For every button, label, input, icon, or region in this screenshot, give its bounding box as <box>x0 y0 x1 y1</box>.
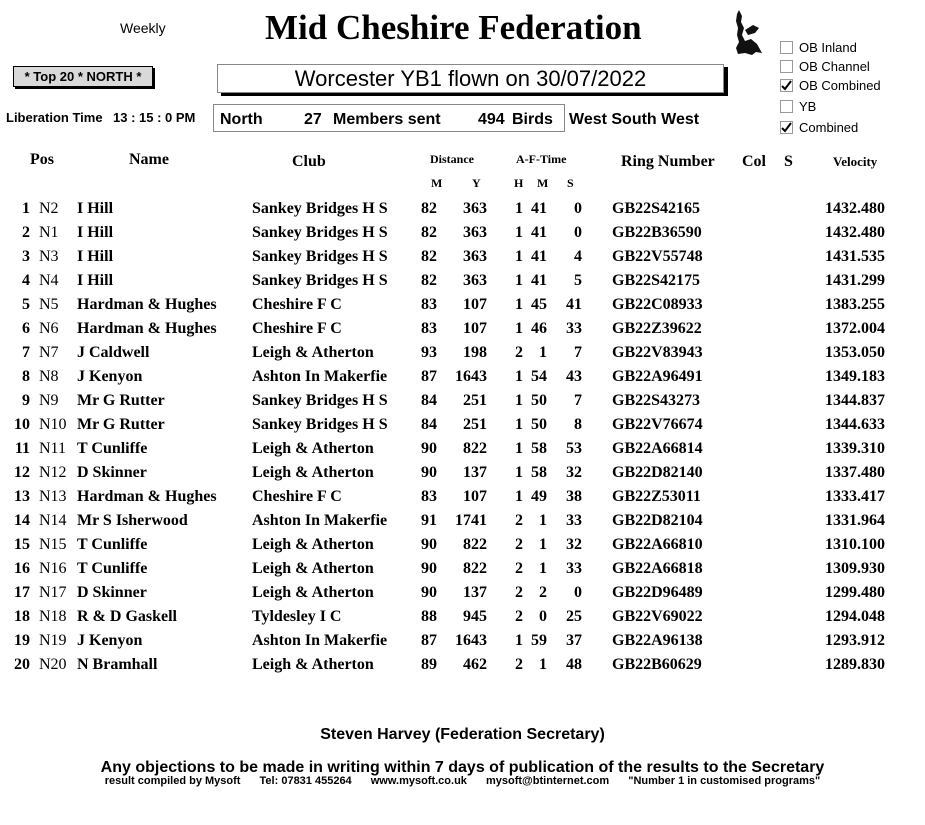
row-club: Cheshire F C <box>252 320 342 337</box>
row-velocity: 1383.255 <box>825 296 885 313</box>
row-time-minutes: 0 <box>539 608 547 625</box>
row-velocity: 1339.310 <box>825 440 885 457</box>
row-ring-number: GB22A66814 <box>612 440 703 457</box>
checkbox[interactable] <box>780 41 793 54</box>
row-distance-yards: 198 <box>463 344 487 361</box>
row-distance-yards: 462 <box>463 656 487 673</box>
table-row <box>0 464 925 488</box>
row-time-seconds: 4 <box>574 248 582 265</box>
option-combined[interactable] <box>780 120 858 135</box>
row-time-minutes: 41 <box>531 248 547 265</box>
row-time-hours: 1 <box>515 416 523 433</box>
top20-badge: * Top 20 * NORTH * <box>13 66 153 87</box>
row-ring-number: GB22A66818 <box>612 560 703 577</box>
row-name: Hardman & Hughes <box>77 320 217 337</box>
option-ob-channel[interactable] <box>780 59 870 74</box>
members-count: 27 <box>304 111 322 128</box>
row-time-seconds: 7 <box>574 344 582 361</box>
row-distance-miles: 91 <box>421 512 437 529</box>
row-time-minutes: 1 <box>539 512 547 529</box>
row-velocity: 1289.830 <box>825 656 885 673</box>
row-velocity: 1337.480 <box>825 464 885 481</box>
row-time-minutes: 2 <box>539 584 547 601</box>
row-distance-yards: 363 <box>463 272 487 289</box>
table-row <box>0 512 925 536</box>
pigeon-logo-icon <box>733 8 763 56</box>
row-club: Ashton In Makerfie <box>252 632 388 649</box>
row-position: 13 <box>14 488 30 505</box>
liberation-label: Liberation Time <box>6 110 103 125</box>
row-name: J Kenyon <box>77 368 143 385</box>
header-name: Name <box>129 151 169 168</box>
row-time-seconds: 8 <box>574 416 582 433</box>
row-code: N9 <box>39 392 59 409</box>
row-club: Leigh & Atherton <box>252 536 374 553</box>
table-row <box>0 488 925 512</box>
row-code: N5 <box>39 296 59 313</box>
telephone: Tel: 07831 455264 <box>259 775 352 787</box>
row-velocity: 1372.004 <box>825 320 885 337</box>
row-velocity: 1432.480 <box>825 224 885 241</box>
row-ring-number: GB22D96489 <box>612 584 703 601</box>
row-time-seconds: 5 <box>574 272 582 289</box>
row-time-hours: 1 <box>515 632 523 649</box>
row-time-seconds: 0 <box>574 584 582 601</box>
table-row <box>0 416 925 440</box>
row-time-hours: 2 <box>515 344 523 361</box>
row-club: Sankey Bridges H S <box>252 248 388 265</box>
row-code: N12 <box>39 464 67 481</box>
row-time-seconds: 48 <box>566 656 582 673</box>
row-ring-number: GB22V55748 <box>612 248 703 265</box>
header-seconds: S <box>567 176 574 190</box>
row-name: N Bramhall <box>77 656 158 673</box>
row-code: N20 <box>39 656 67 673</box>
row-position: 10 <box>14 416 30 433</box>
row-distance-miles: 90 <box>421 464 437 481</box>
row-time-minutes: 50 <box>531 416 547 433</box>
row-code: N15 <box>39 536 67 553</box>
table-row <box>0 536 925 560</box>
footer-credits <box>0 775 925 787</box>
row-time-hours: 1 <box>515 200 523 217</box>
row-time-seconds: 0 <box>574 224 582 241</box>
row-club: Sankey Bridges H S <box>252 224 388 241</box>
row-name: R & D Gaskell <box>77 608 177 625</box>
row-name: T Cunliffe <box>77 440 148 457</box>
row-time-minutes: 41 <box>531 200 547 217</box>
header-velocity: Velocity <box>833 154 878 169</box>
row-distance-miles: 84 <box>421 416 437 433</box>
header-ring: Ring Number <box>621 153 715 170</box>
row-time-seconds: 25 <box>566 608 582 625</box>
row-time-minutes: 1 <box>539 536 547 553</box>
row-name: Mr S Isherwood <box>77 512 188 529</box>
option-label: OB Channel <box>799 59 870 74</box>
row-code: N10 <box>39 416 67 433</box>
row-time-minutes: 54 <box>531 368 547 385</box>
table-row <box>0 656 925 680</box>
row-distance-miles: 87 <box>421 632 437 649</box>
row-time-minutes: 46 <box>531 320 547 337</box>
row-velocity: 1431.299 <box>825 272 885 289</box>
table-row <box>0 248 925 272</box>
row-time-minutes: 45 <box>531 296 547 313</box>
row-code: N16 <box>39 560 67 577</box>
row-club: Sankey Bridges H S <box>252 272 388 289</box>
table-row <box>0 200 925 224</box>
row-time-minutes: 58 <box>531 464 547 481</box>
row-time-minutes: 1 <box>539 656 547 673</box>
row-name: D Skinner <box>77 584 147 601</box>
table-row <box>0 392 925 416</box>
row-time-hours: 1 <box>515 392 523 409</box>
table-row <box>0 560 925 584</box>
row-time-seconds: 32 <box>566 536 582 553</box>
row-ring-number: GB22Z53011 <box>612 488 701 505</box>
option-label: Combined <box>799 120 859 135</box>
row-velocity: 1431.535 <box>825 248 885 265</box>
row-time-minutes: 58 <box>531 440 547 457</box>
option-label: OB Combined <box>799 78 881 93</box>
row-position: 18 <box>14 608 30 625</box>
row-distance-miles: 84 <box>421 392 437 409</box>
row-velocity: 1349.183 <box>825 368 885 385</box>
row-position: 2 <box>22 224 30 241</box>
row-velocity: 1432.480 <box>825 200 885 217</box>
race-title: Worcester YB1 flown on 30/07/2022 <box>217 64 724 93</box>
row-position: 20 <box>14 656 30 673</box>
row-distance-miles: 87 <box>421 368 437 385</box>
row-position: 1 <box>22 200 30 217</box>
row-time-seconds: 0 <box>574 200 582 217</box>
row-distance-miles: 90 <box>421 584 437 601</box>
row-velocity: 1331.964 <box>825 512 885 529</box>
row-position: 11 <box>14 440 30 457</box>
row-position: 5 <box>22 296 30 313</box>
row-velocity: 1299.480 <box>825 584 885 601</box>
row-ring-number: GB22Z39622 <box>612 320 702 337</box>
row-velocity: 1344.837 <box>825 392 885 409</box>
members-label: Members sent <box>333 111 441 128</box>
row-ring-number: GB22S42165 <box>612 200 701 217</box>
row-name: I Hill <box>77 200 114 217</box>
header-club: Club <box>292 153 326 170</box>
checkbox-checked[interactable] <box>780 79 793 92</box>
row-distance-miles: 89 <box>421 656 437 673</box>
row-time-seconds: 53 <box>566 440 582 457</box>
row-distance-yards: 1741 <box>455 512 487 529</box>
row-club: Sankey Bridges H S <box>252 416 388 433</box>
row-distance-yards: 945 <box>463 608 487 625</box>
table-row <box>0 584 925 608</box>
row-time-minutes: 41 <box>531 272 547 289</box>
row-club: Leigh & Atherton <box>252 656 374 673</box>
row-ring-number: GB22V76674 <box>612 416 703 433</box>
row-name: I Hill <box>77 248 114 265</box>
row-position: 19 <box>14 632 30 649</box>
row-ring-number: GB22C08933 <box>612 296 703 313</box>
row-time-hours: 2 <box>515 536 523 553</box>
row-ring-number: GB22B36590 <box>612 224 702 241</box>
row-time-hours: 1 <box>515 272 523 289</box>
liberation-time: 13 : 15 : 0 PM <box>113 110 196 125</box>
row-time-hours: 2 <box>515 560 523 577</box>
table-row <box>0 368 925 392</box>
row-distance-yards: 822 <box>463 440 487 457</box>
header-col: Col <box>742 153 766 170</box>
row-code: N4 <box>39 272 59 289</box>
row-distance-yards: 1643 <box>455 632 487 649</box>
row-velocity: 1309.930 <box>825 560 885 577</box>
row-time-minutes: 1 <box>539 560 547 577</box>
row-distance-yards: 363 <box>463 224 487 241</box>
row-name: I Hill <box>77 272 114 289</box>
checkbox[interactable] <box>780 100 793 113</box>
header-minutes: M <box>537 176 549 190</box>
row-distance-miles: 93 <box>421 344 437 361</box>
email-link[interactable]: mysoft@btinternet.com <box>485 775 610 787</box>
row-position: 3 <box>22 248 30 265</box>
row-distance-miles: 90 <box>421 536 437 553</box>
row-club: Leigh & Atherton <box>252 440 374 457</box>
row-distance-yards: 1643 <box>455 368 487 385</box>
table-row <box>0 632 925 656</box>
row-distance-miles: 82 <box>421 224 437 241</box>
row-name: Hardman & Hughes <box>77 296 217 313</box>
header-s: S <box>784 153 793 170</box>
slogan: "Number 1 in customised programs" <box>628 775 821 787</box>
row-position: 12 <box>14 464 30 481</box>
table-row <box>0 608 925 632</box>
option-ob-combined[interactable] <box>780 78 881 93</box>
secretary-line: Steven Harvey (Federation Secretary) <box>320 726 605 743</box>
row-club: Leigh & Atherton <box>252 344 374 361</box>
option-label: YB <box>799 99 817 114</box>
row-distance-miles: 82 <box>421 200 437 217</box>
row-club: Tyldesley I C <box>252 608 342 625</box>
row-time-minutes: 1 <box>539 344 547 361</box>
option-ob-inland[interactable] <box>780 40 857 55</box>
row-name: J Caldwell <box>77 344 150 361</box>
table-row <box>0 296 925 320</box>
page-title: Mid Cheshire Federation <box>265 8 642 47</box>
compiled-by: result compiled by Mysoft <box>104 775 241 787</box>
row-time-seconds: 41 <box>566 296 582 313</box>
row-time-seconds: 7 <box>574 392 582 409</box>
row-time-hours: 1 <box>515 248 523 265</box>
table-row <box>0 320 925 344</box>
row-ring-number: GB22A66810 <box>612 536 703 553</box>
row-club: Cheshire F C <box>252 296 342 313</box>
row-time-hours: 1 <box>515 464 523 481</box>
option-label: OB Inland <box>799 40 857 55</box>
row-distance-yards: 137 <box>463 584 487 601</box>
option-yb[interactable] <box>780 99 816 114</box>
header-hours: H <box>514 176 524 190</box>
checkmark-icon <box>781 80 792 91</box>
row-name: T Cunliffe <box>77 536 148 553</box>
row-name: J Kenyon <box>77 632 143 649</box>
row-name: Hardman & Hughes <box>77 488 217 505</box>
header-pos: Pos <box>30 151 54 168</box>
row-time-seconds: 38 <box>566 488 582 505</box>
row-code: N2 <box>39 200 59 217</box>
row-distance-yards: 822 <box>463 536 487 553</box>
row-position: 16 <box>14 560 30 577</box>
row-time-hours: 1 <box>515 320 523 337</box>
row-club: Cheshire F C <box>252 488 342 505</box>
row-time-hours: 2 <box>515 584 523 601</box>
row-position: 7 <box>22 344 30 361</box>
row-club: Leigh & Atherton <box>252 464 374 481</box>
row-club: Leigh & Atherton <box>252 584 374 601</box>
row-distance-yards: 251 <box>463 416 487 433</box>
row-ring-number: GB22A96138 <box>612 632 703 649</box>
row-time-hours: 1 <box>515 224 523 241</box>
row-time-seconds: 33 <box>566 512 582 529</box>
row-distance-miles: 88 <box>421 608 437 625</box>
row-time-hours: 1 <box>515 440 523 457</box>
row-position: 15 <box>14 536 30 553</box>
checkbox[interactable] <box>780 60 793 73</box>
row-velocity: 1344.633 <box>825 416 885 433</box>
row-ring-number: GB22A96491 <box>612 368 703 385</box>
row-time-seconds: 33 <box>566 320 582 337</box>
row-time-hours: 2 <box>515 608 523 625</box>
row-distance-miles: 82 <box>421 272 437 289</box>
row-time-hours: 2 <box>515 656 523 673</box>
header-miles: M <box>431 176 443 190</box>
row-time-minutes: 41 <box>531 224 547 241</box>
row-distance-miles: 83 <box>421 320 437 337</box>
row-position: 9 <box>22 392 30 409</box>
row-code: N19 <box>39 632 67 649</box>
row-club: Sankey Bridges H S <box>252 200 388 217</box>
birds-label: Birds <box>512 111 553 128</box>
row-distance-yards: 107 <box>463 320 487 337</box>
row-ring-number: GB22D82104 <box>612 512 703 529</box>
table-row <box>0 440 925 464</box>
row-name: Mr G Rutter <box>77 392 165 409</box>
row-distance-yards: 822 <box>463 560 487 577</box>
row-code: N6 <box>39 320 59 337</box>
row-code: N17 <box>39 584 67 601</box>
row-time-seconds: 33 <box>566 560 582 577</box>
checkbox-checked[interactable] <box>780 121 793 134</box>
row-velocity: 1310.100 <box>825 536 885 553</box>
row-code: N8 <box>39 368 59 385</box>
row-position: 17 <box>14 584 30 601</box>
table-row <box>0 224 925 248</box>
row-velocity: 1353.050 <box>825 344 885 361</box>
header-distance: Distance <box>430 152 474 166</box>
row-code: N13 <box>39 488 67 505</box>
row-velocity: 1294.048 <box>825 608 885 625</box>
row-distance-yards: 251 <box>463 392 487 409</box>
row-position: 4 <box>22 272 30 289</box>
birds-count: 494 <box>478 111 505 128</box>
row-code: N11 <box>39 440 66 457</box>
row-club: Ashton In Makerfie <box>252 368 388 385</box>
row-position: 14 <box>14 512 30 529</box>
objections-notice: Any objections to be made in writing within 7 days of publication of the results to the Secretary <box>100 759 825 776</box>
row-ring-number: GB22S43273 <box>612 392 701 409</box>
row-ring-number: GB22S42175 <box>612 272 701 289</box>
row-position: 8 <box>22 368 30 385</box>
row-time-minutes: 59 <box>531 632 547 649</box>
frequency-label: Weekly <box>120 20 166 36</box>
row-code: N14 <box>39 512 67 529</box>
row-distance-miles: 90 <box>421 560 437 577</box>
row-ring-number: GB22B60629 <box>612 656 702 673</box>
row-time-seconds: 43 <box>566 368 582 385</box>
header-yards: Y <box>472 176 481 190</box>
row-name: D Skinner <box>77 464 147 481</box>
row-time-hours: 1 <box>515 488 523 505</box>
row-time-seconds: 32 <box>566 464 582 481</box>
row-code: N1 <box>39 224 59 241</box>
row-distance-miles: 90 <box>421 440 437 457</box>
row-time-minutes: 50 <box>531 392 547 409</box>
wind-direction: West South West <box>569 111 700 128</box>
row-velocity: 1293.912 <box>825 632 885 649</box>
row-distance-yards: 363 <box>463 248 487 265</box>
row-distance-yards: 363 <box>463 200 487 217</box>
row-name: Mr G Rutter <box>77 416 165 433</box>
row-club: Ashton In Makerfie <box>252 512 388 529</box>
row-name: T Cunliffe <box>77 560 148 577</box>
row-code: N3 <box>39 248 59 265</box>
row-time-hours: 1 <box>515 368 523 385</box>
table-row <box>0 344 925 368</box>
row-club: Leigh & Atherton <box>252 560 374 577</box>
row-distance-miles: 82 <box>421 248 437 265</box>
row-code: N7 <box>39 344 59 361</box>
row-distance-yards: 107 <box>463 296 487 313</box>
header-aft: A-F-Time <box>516 152 567 166</box>
checkmark-icon <box>781 122 792 133</box>
section-name: North <box>220 111 263 128</box>
row-distance-yards: 137 <box>463 464 487 481</box>
website-link[interactable]: www.mysoft.co.uk <box>370 775 467 787</box>
table-row <box>0 272 925 296</box>
row-time-seconds: 37 <box>566 632 582 649</box>
row-time-hours: 1 <box>515 296 523 313</box>
row-time-hours: 2 <box>515 512 523 529</box>
row-ring-number: GB22V69022 <box>612 608 703 625</box>
row-distance-miles: 83 <box>421 296 437 313</box>
row-velocity: 1333.417 <box>825 488 885 505</box>
row-position: 6 <box>22 320 30 337</box>
row-code: N18 <box>39 608 67 625</box>
row-ring-number: GB22V83943 <box>612 344 703 361</box>
row-distance-yards: 107 <box>463 488 487 505</box>
row-name: I Hill <box>77 224 114 241</box>
row-distance-miles: 83 <box>421 488 437 505</box>
row-time-minutes: 49 <box>531 488 547 505</box>
row-ring-number: GB22D82140 <box>612 464 703 481</box>
row-club: Sankey Bridges H S <box>252 392 388 409</box>
